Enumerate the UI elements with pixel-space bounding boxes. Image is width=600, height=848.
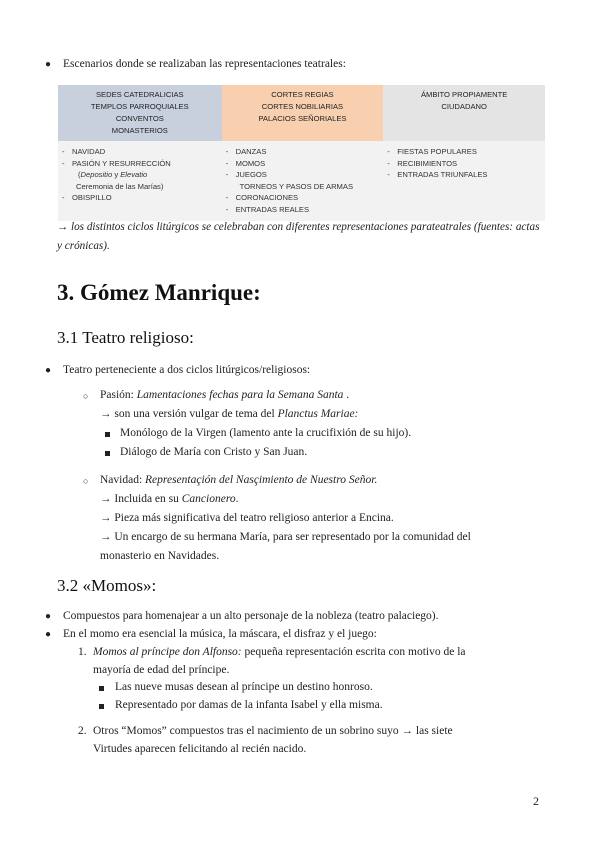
square-bullet <box>99 686 104 691</box>
momos-item-1-cont: mayoría de edad del príncipe. <box>93 664 230 676</box>
header-religious-venues <box>58 85 222 141</box>
dash-marker: - <box>225 170 229 180</box>
event-label: TORNEOS Y PASOS DE ARMAS <box>239 181 354 191</box>
event-label: JUEGOS <box>235 170 267 180</box>
event-label: PASIÓN Y RESURRECCIÓN <box>72 158 171 168</box>
list-item <box>226 158 380 170</box>
navidad-arrow-1 <box>100 493 239 507</box>
list-item <box>226 169 380 192</box>
navidad-arrow-2: → Pieza más significativa del teatro religioso anterior a Encina. <box>100 512 394 524</box>
event-label: FIESTAS POPULARES <box>397 147 477 156</box>
table-body-row <box>58 141 545 221</box>
list-item <box>62 192 218 204</box>
circle-bullet: ○ <box>83 476 89 486</box>
momos-detail-1: Las nueve musas desean al príncipe un destino honroso. <box>115 681 373 693</box>
square-bullet <box>105 451 110 456</box>
dash-marker: - <box>62 147 65 156</box>
list-item <box>62 146 218 158</box>
square-bullet <box>99 704 104 709</box>
note-text: → Incluida en su <box>100 493 182 505</box>
bullet-marker: ● <box>45 59 52 70</box>
item-end: . <box>235 493 239 505</box>
note-text: → son una versión vulgar de tema del <box>100 408 278 420</box>
event-label: OBISPILLO <box>72 193 112 203</box>
event-subnote: Ceremonia de las Marías) <box>76 181 164 191</box>
square-bullet <box>105 432 110 437</box>
page-number: 2 <box>533 794 539 808</box>
work-title: Cancionero <box>181 493 236 505</box>
cell-court-events <box>222 141 384 221</box>
event-label: CORONACIONES <box>235 193 299 203</box>
event-label: ENTRADAS REALES <box>235 204 310 214</box>
liturgical-note: → los distintos ciclos litúrgicos se celebraban con diferentes representaciones parateatrales (fuentes: actas y crónicas). <box>57 221 540 252</box>
subsection-heading-momos: 3.2 «Momos»: <box>57 576 157 595</box>
table-header-row <box>58 85 545 141</box>
bullet-marker: ● <box>45 629 52 640</box>
bullet-marker: ● <box>45 611 52 622</box>
dash-marker: - <box>225 158 229 168</box>
event-label: DANZAS <box>235 147 267 156</box>
pasion-detail-2: Diálogo de María con Cristo y San Juan. <box>120 446 308 458</box>
subnote-title: Elevatio <box>120 170 148 180</box>
work-title: Planctus Mariae: <box>277 408 359 420</box>
dash-marker: - <box>387 170 390 180</box>
header-line: CONVENTOS <box>115 114 164 123</box>
dash-marker: - <box>225 147 229 156</box>
event-label: RECIBIMIENTOS <box>397 158 458 168</box>
subnote-part: y <box>112 170 121 180</box>
item-end: . <box>343 389 350 401</box>
momos-item-2: Otros “Momos” compuestos tras el nacimiento de un sobrino suyo → las siete <box>93 725 453 737</box>
momos-bullet-2: En el momo era esencial la música, la máscara, el disfraz y el juego: <box>63 628 377 640</box>
dash-marker: - <box>387 158 390 168</box>
event-subnote <box>72 169 218 181</box>
header-civic-venues <box>383 85 545 141</box>
header-line: SEDES CATEDRALICIAS <box>95 90 184 99</box>
header-line: MONASTERIOS <box>111 126 168 135</box>
header-court-venues <box>222 85 384 141</box>
dash-marker: - <box>387 147 390 156</box>
pasion-detail-1: Monólogo de la Virgen (lamento ante la crucifixión de su hijo). <box>120 427 412 439</box>
pasion-item <box>100 389 349 403</box>
circle-bullet: ○ <box>83 391 89 401</box>
list-item <box>226 204 380 216</box>
list-item <box>387 146 541 158</box>
subnote-title: Depositio <box>80 170 113 180</box>
momos-item-1 <box>93 646 466 660</box>
work-title: Lamentaciones fechas para la Semana Santa <box>136 389 344 401</box>
item-label: Pasión: <box>100 389 137 401</box>
header-line: CIUDADANO <box>441 102 487 111</box>
list-number: 2. <box>78 725 87 737</box>
dash-marker: - <box>62 158 65 168</box>
list-number: 1. <box>78 646 87 658</box>
momos-detail-2: Representado por damas de la infanta Isabel y ella misma. <box>115 699 383 711</box>
list-item <box>62 158 218 193</box>
cell-religious-events <box>58 141 222 221</box>
momos-bullet-1: Compuestos para homenajear a un alto personaje de la nobleza (teatro palaciego). <box>63 610 439 622</box>
dash-marker: - <box>62 193 65 203</box>
cell-civic-events <box>383 141 545 221</box>
list-item <box>387 158 541 170</box>
work-title: Representaçión del Nasçimiento de Nuestro Señor. <box>145 474 378 486</box>
subsection-heading-religious: 3.1 Teatro religioso: <box>57 328 194 347</box>
event-label: MOMOS <box>235 158 266 168</box>
navidad-arrow-3-cont: monasterio en Navidades. <box>100 550 220 562</box>
dash-marker: - <box>225 193 229 203</box>
navidad-item <box>100 474 377 488</box>
list-item <box>387 169 541 181</box>
header-line: ÁMBITO PROPIAMENTE <box>420 90 508 99</box>
dash-marker: - <box>225 204 229 214</box>
list-item <box>226 192 380 204</box>
section-heading: 3. Gómez Manrique: <box>57 280 261 305</box>
event-label: ENTRADAS TRIUNFALES <box>397 170 488 180</box>
work-title: Momos al príncipe don Alfonso: <box>93 646 242 658</box>
pasion-arrow-note <box>100 408 358 422</box>
item-label: Navidad: <box>100 474 146 486</box>
momos-item-2-cont: Virtudes aparecen felicitando al recién nacido. <box>93 743 307 755</box>
event-label: NAVIDAD <box>72 147 106 156</box>
venues-table <box>58 85 545 221</box>
bullet-marker: ● <box>45 365 52 376</box>
list-item <box>226 146 380 158</box>
subnote-part: ( <box>78 170 81 180</box>
item-text: pequeña representación escrita con motivo de la <box>241 646 466 658</box>
header-line: CORTES REGIAS <box>271 90 334 99</box>
header-line: CORTES NOBILIARIAS <box>261 102 344 111</box>
navidad-arrow-3: → Un encargo de su hermana María, para ser representado por la comunidad del <box>100 531 471 543</box>
header-line: TEMPLOS PARROQUIALES <box>90 102 189 111</box>
religious-bullet-text: Teatro perteneciente a dos ciclos litúrgicos/religiosos: <box>63 364 311 376</box>
header-line: PALACIOS SEÑORIALES <box>258 114 347 123</box>
intro-bullet-text: Escenarios donde se realizaban las representaciones teatrales: <box>63 58 346 70</box>
